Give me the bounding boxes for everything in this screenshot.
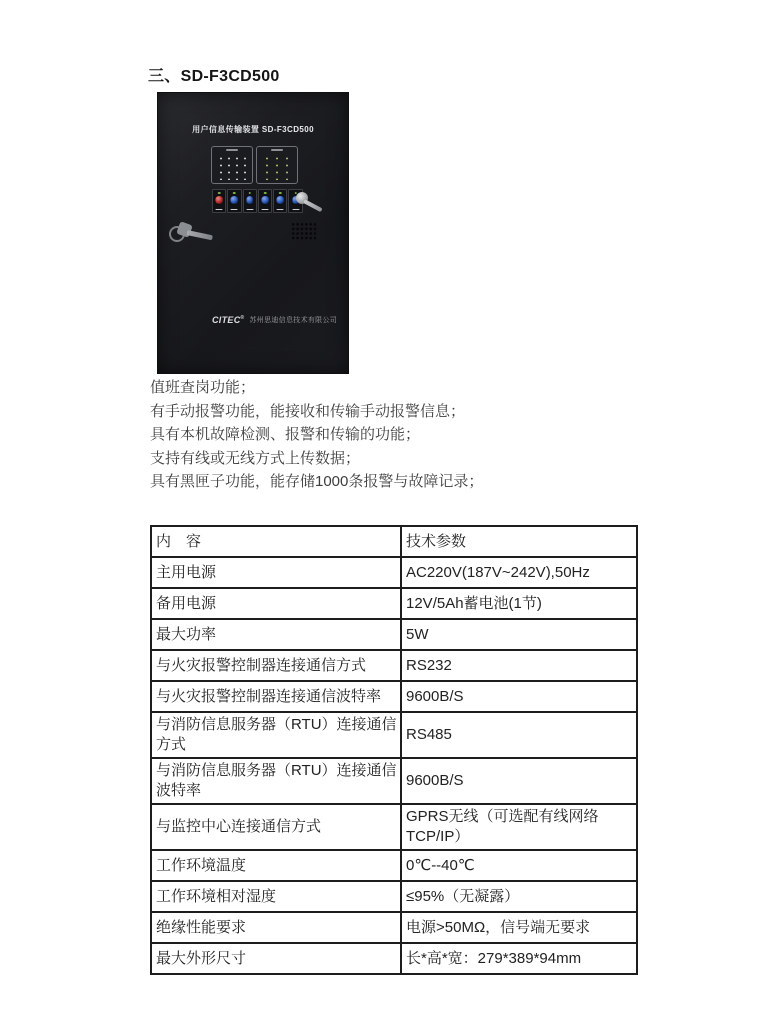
header-cell-content: 内 容 [151,526,401,557]
section-title: 三、SD-F3CD500 [148,68,280,85]
device-button-blue [227,189,241,213]
table-row [151,943,637,974]
label-cell: 最大功率 [151,619,401,650]
table-row [151,712,637,758]
button-label [246,209,253,211]
button-label [216,209,223,211]
feature-line: 值班查岗功能； [150,379,256,396]
header-cell-parameters: 技术参数 [401,526,637,557]
led-icon [248,192,251,195]
value-cell: 长*高*宽：279*389*94mm [401,943,637,974]
label-cell: 与火灾报警控制器连接通信波特率 [151,681,401,712]
label-cell: 最大外形尺寸 [151,943,401,974]
led-panel-label [226,149,238,151]
device-button-blue [273,189,287,213]
spec-table [150,525,638,975]
label-cell: 与消防信息服务器（RTU）连接通信波特率 [151,758,401,804]
value-cell: 5W [401,619,637,650]
device-button-blue [258,189,272,213]
spec-table-header-row [151,526,637,557]
company-name: 苏州思迪信息技术有限公司 [249,317,338,324]
table-row [151,758,637,804]
round-button-icon [246,196,254,204]
button-label [262,209,269,211]
round-button-icon [231,196,239,204]
value-cell: ≤95%（无凝露） [401,881,637,912]
button-label [292,209,299,211]
label-cell: 工作环境温度 [151,850,401,881]
value-cell: GPRS无线（可选配有线网络TCP/IP） [401,804,637,850]
feature-line: 具有黑匣子功能，能存储1000条报警与故障记录； [150,473,484,490]
label-cell: 主用电源 [151,557,401,588]
table-row [151,804,637,850]
value-cell: 电源>50MΩ，信号端无要求 [401,912,637,943]
feature-line: 具有本机故障检测、报警和传输的功能； [150,426,421,443]
led-indicator-panels [211,146,298,184]
speaker-grille-icon [291,222,316,241]
spec-table-body [151,557,637,974]
device-button-blue [243,189,257,213]
value-cell: AC220V(187V~242V),50Hz [401,557,637,588]
table-row [151,619,637,650]
label-cell: 与火灾报警控制器连接通信方式 [151,650,401,681]
device-photo [158,93,348,373]
device-button-row [212,189,303,213]
key-switch-icon [296,192,308,204]
led-panel-label [271,149,283,151]
table-row [151,850,637,881]
led-icon [218,192,221,195]
brand-row [212,315,337,325]
value-cell: 12V/5Ah蓄电池(1节) [401,588,637,619]
led-panel-left [211,146,253,184]
label-cell: 绝缘性能要求 [151,912,401,943]
label-cell: 备用电源 [151,588,401,619]
value-cell: 0℃--40℃ [401,850,637,881]
round-button-icon [215,196,223,204]
table-row [151,681,637,712]
button-label [231,209,238,211]
registered-mark: ® [240,315,245,321]
label-cell: 工作环境相对湿度 [151,881,401,912]
led-icon [279,192,282,195]
features-list [150,376,620,494]
led-icon [264,192,267,195]
table-row [151,881,637,912]
device-button-red [212,189,226,213]
feature-line: 有手动报警功能，能接收和传输手动报警信息； [150,402,466,420]
keys-icon [167,221,217,243]
device-panel-title: 用户信息传输装置 SD-F3CD500 [192,125,314,134]
led-panel-right [256,146,298,184]
label-cell: 与监控中心连接通信方式 [151,804,401,850]
led-grid-icon [261,154,294,180]
citec-logo: CITEC® [212,315,245,325]
table-row [151,912,637,943]
table-row [151,557,637,588]
table-row [151,650,637,681]
table-row [151,588,637,619]
feature-line: 支持有线或无线方式上传数据； [150,449,361,467]
value-cell: 9600B/S [401,681,637,712]
round-button-icon [261,196,269,204]
value-cell: 9600B/S [401,758,637,804]
label-cell: 与消防信息服务器（RTU）连接通信方式 [151,712,401,758]
button-label [277,209,284,211]
value-cell: RS232 [401,650,637,681]
round-button-icon [277,196,285,204]
led-grid-icon [216,154,249,180]
key-blade-icon [186,230,212,240]
value-cell: RS485 [401,712,637,758]
led-icon [233,192,236,195]
